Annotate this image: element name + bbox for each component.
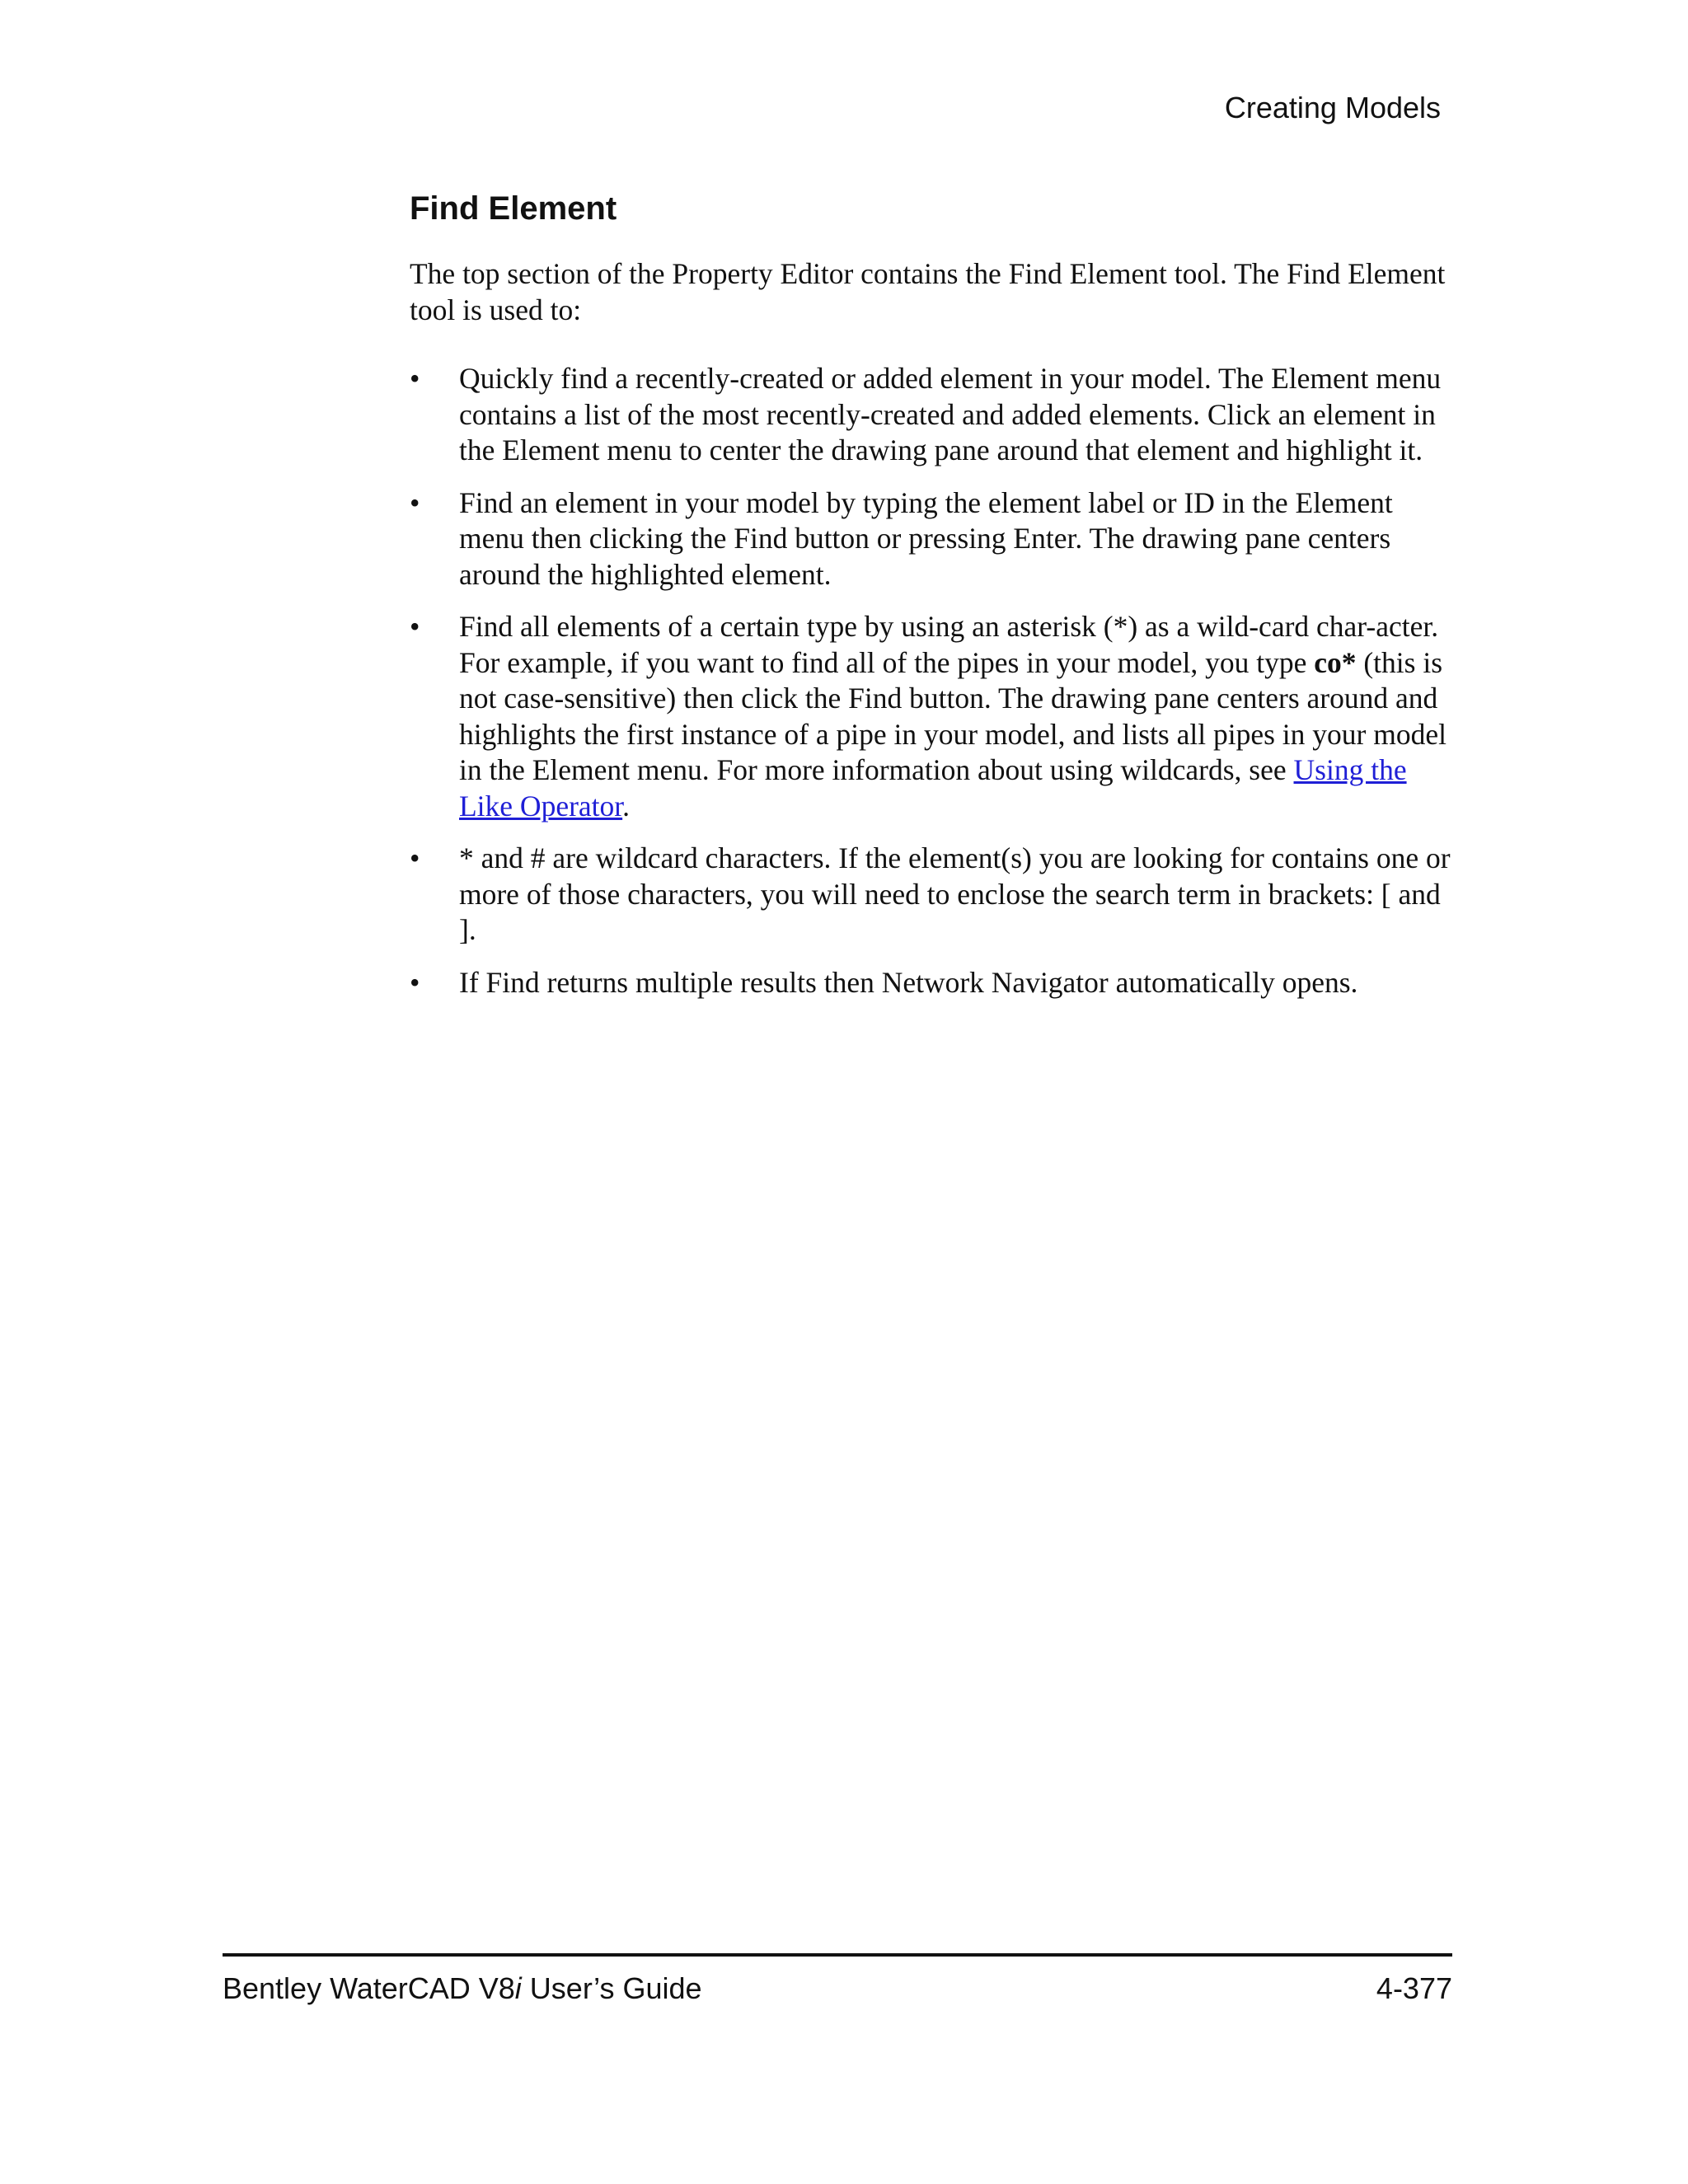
list-item (410, 361, 1452, 469)
intro-paragraph: The top section of the Property Editor contains the Find Element tool. The Find Element tool is used to: (410, 257, 1446, 326)
list-item (410, 965, 1452, 1001)
section-title: Find Element (410, 190, 617, 227)
bullet-list (410, 361, 1452, 1001)
footer-divider (223, 1953, 1452, 1957)
list-item-text: * and # are wildcard characters. If the element(s) you are looking for contains one or more of those characters, you will need to enclose the search term in brackets: [ and ]. (459, 841, 1451, 946)
footer-guide-title (223, 1970, 702, 2008)
list-item-text: If Find returns multiple results then Network Navigator automatically opens. (459, 965, 1358, 999)
page-body (410, 256, 1452, 1017)
footer-guide-label: User’s Guide (521, 1971, 702, 2005)
list-item (410, 485, 1452, 593)
footer-guide-name: Bentley WaterCAD V8 (223, 1971, 515, 2005)
list-item (410, 609, 1452, 824)
bullet-icon: • (410, 362, 420, 395)
list-item-text: Find an element in your model by typing the element label or ID in the Element menu then clicking the Find button or pressing Enter. The drawing pane centers around the highlighted element. (459, 485, 1393, 591)
bullet-icon: • (410, 965, 420, 999)
list-item-text: Find all elements of a certain type by using an asterisk (*) as a wild-card char-acter. For example, if you want to find all of the pipes in your model, you type (459, 610, 1439, 679)
bullet-icon: • (410, 610, 420, 643)
bullet-icon: • (410, 841, 420, 874)
like-operator-link[interactable]: Using the Like Operator (459, 753, 1407, 823)
list-item-text: . (622, 789, 631, 823)
running-header: Creating Models (1224, 91, 1441, 124)
wildcard-example: co* (1314, 645, 1357, 679)
list-item-text: (this is not case-sensitive) then click the Find button. The drawing pane centers around and highlights the first instance of a pipe in your model, and lists all pipes in your model in the Element menu. For more information about using wildcards, see (459, 645, 1447, 786)
bullet-icon: • (410, 485, 420, 519)
footer-guide-suffix-italic: i (514, 1971, 522, 2005)
page-number: 4-377 (1376, 1971, 1452, 2005)
list-item (410, 841, 1452, 949)
list-item-text: Quickly find a recently-created or added element in your model. The Element menu contains a list of the most recently-created and added elements. Click an element in the Element menu to center the drawing pane around that element and highlight it. (459, 362, 1442, 466)
